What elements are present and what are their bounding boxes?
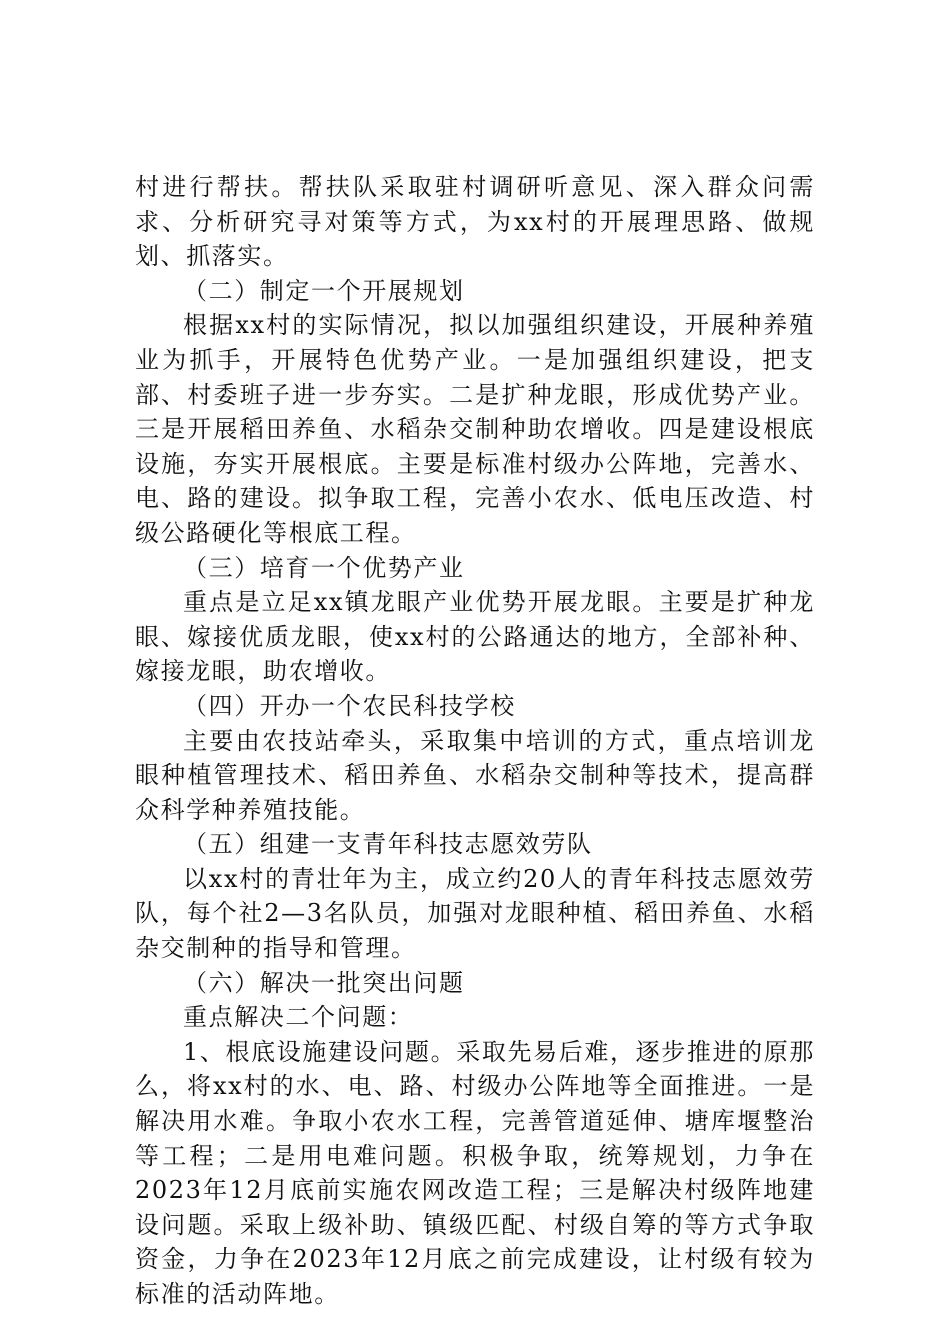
section-body-4: 主要由农技站牵头，采取集中培训的方式，重点培训龙眼种植管理技术、稻田养鱼、水稻杂交制种等技术，提高群众科学种养殖技能。 [135,726,815,824]
section-body-5: 以xx村的青壮年为主，成立约20人的青年科技志愿效劳队，每个社2—3名队员，加强对龙眼种植、稻田养鱼、水稻杂交制种的指导和管理。 [135,864,815,963]
section-body-3: 重点是立足xx镇龙眼产业优势开展龙眼。主要是扩种龙眼、嫁接优质龙眼，使xx村的公路通达的地方，全部补种、嫁接龙眼，助农增收。 [135,588,815,686]
section-body-6-item-1: 1、根底设施建设问题。采取先易后难，逐步推进的原那么，将xx村的水、电、路、村级办公阵地等全面推进。一是解决用水难。争取小农水工程，完善管道延伸、塘库堰整治等工程；二是用电难问题。积极争取，统筹规划，力争在2023年12月底前实施农网改造工程；三是解决村级阵地建设问题。采取上级补助、镇级匹配、村级自筹的等方式争取资金，力争在2023年12月底之前完成建设，让村级有较为标准的活动阵地。 [135,1037,815,1308]
section-heading-3: （三）培育一个优势产业 [183,553,465,582]
section-heading-2: （二）制定一个开展规划 [183,276,465,305]
document-page [135,170,815,1312]
section-heading-4: （四）开办一个农民科技学校 [183,691,516,720]
section-body-2: 根据xx村的实际情况，拟以加强组织建设，开展种养殖业为抓手，开展特色优势产业。一是加强组织建设，把支部、村委班子进一步夯实。二是扩种龙眼，形成优势产业。三是开展稻田养鱼、水稻杂交制种助农增收。四是建设根底设施，夯实开展根底。主要是标准村级办公阵地，完善水、电、路的建设。拟争取工程，完善小农水、低电压改造、村级公路硬化等根底工程。 [135,311,815,547]
section-heading-6: （六）解决一批突出问题 [183,968,465,997]
paragraph-continuation: 村进行帮扶。帮扶队采取驻村调研听意见、深入群众问需求、分析研究寻对策等方式，为xx村的开展理思路、做规划、抓落实。 [135,173,815,271]
section-body-6-intro: 重点解决二个问题： [183,1003,414,1032]
section-heading-5: （五）组建一支青年科技志愿效劳队 [183,830,593,859]
